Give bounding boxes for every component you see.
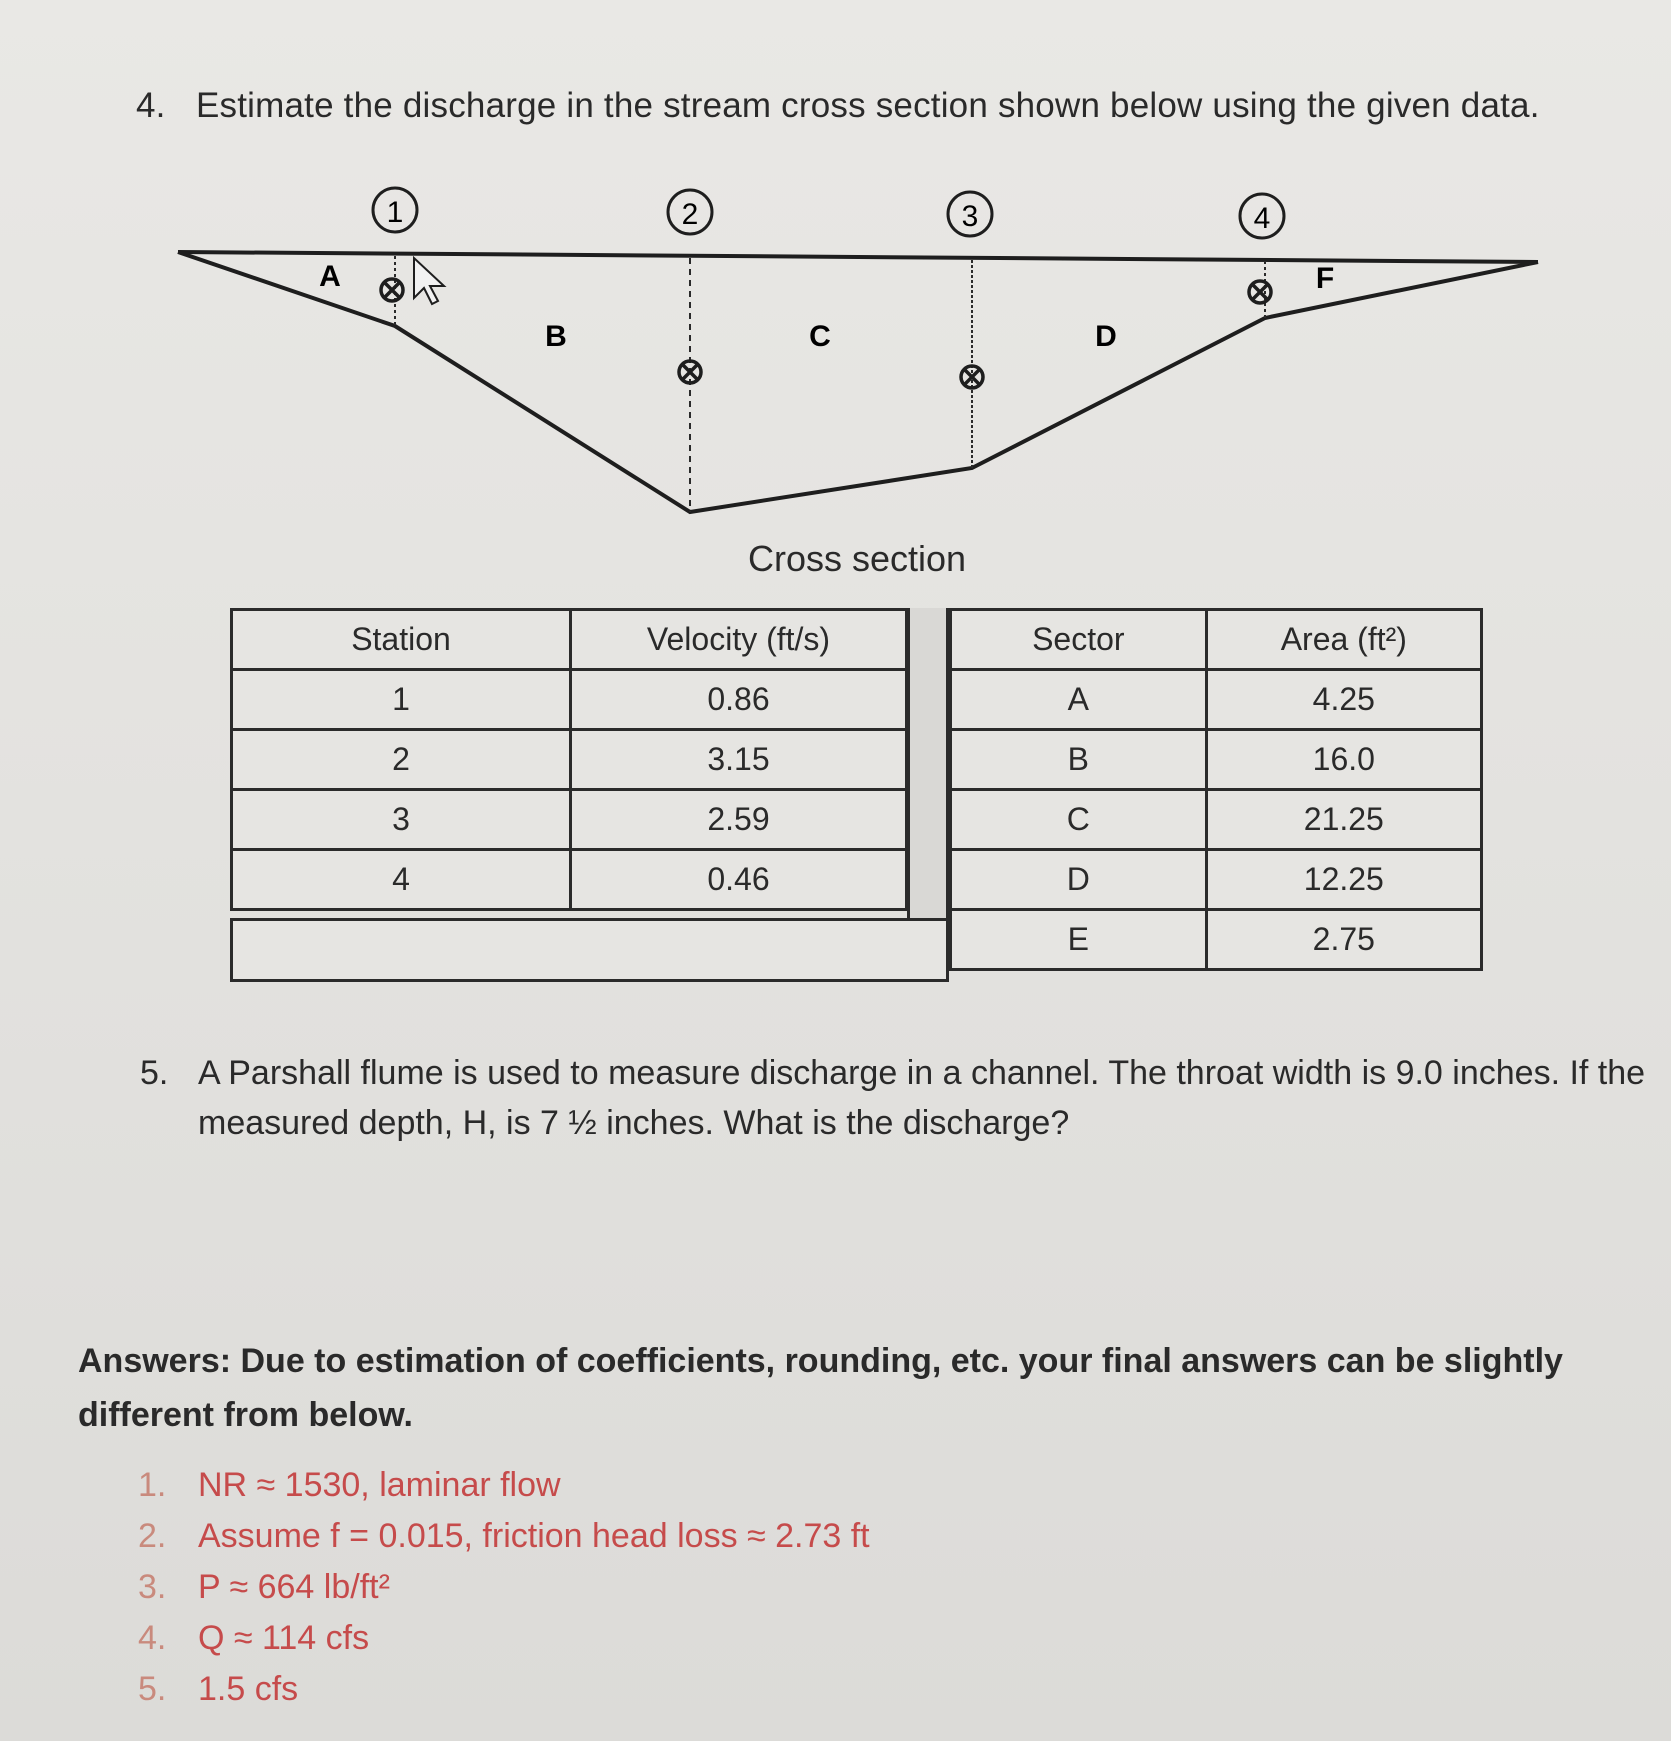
list-item-text: Assume f = 0.015, friction head loss ≈ 2.73 ft bbox=[198, 1517, 870, 1555]
question-number: 4. bbox=[136, 86, 166, 125]
measurement-point-icon bbox=[381, 279, 403, 301]
answers-heading: Answers: Due to estimation of coefficients, rounding, etc. your final answers can be slightly different from below. bbox=[78, 1342, 1563, 1434]
sector-label-b: B bbox=[545, 320, 567, 353]
list-item-text: Q ≈ 114 cfs bbox=[198, 1619, 370, 1657]
svg-text:2: 2 bbox=[681, 198, 699, 231]
table-cell: B bbox=[951, 730, 1207, 790]
sector-label-d: D bbox=[1095, 320, 1117, 353]
table-row bbox=[232, 790, 907, 850]
table-header: Velocity (ft/s) bbox=[571, 610, 907, 670]
list-item-text: P ≈ 664 lb/ft² bbox=[198, 1568, 390, 1606]
station-marker-3 bbox=[948, 192, 992, 236]
table-cell: 3.15 bbox=[571, 730, 907, 790]
cross-section-diagram bbox=[0, 0, 1671, 600]
station-marker-4 bbox=[1240, 194, 1284, 238]
table-cell: 21.25 bbox=[1206, 790, 1481, 850]
table-row bbox=[951, 730, 1482, 790]
area-table bbox=[949, 608, 1483, 971]
station-marker-2 bbox=[668, 190, 712, 234]
velocity-table bbox=[230, 608, 908, 911]
table-cell: 0.86 bbox=[571, 670, 907, 730]
cursor-arrow-icon bbox=[414, 258, 444, 304]
svg-text:4: 4 bbox=[1253, 202, 1271, 235]
list-item-text: NR ≈ 1530, laminar flow bbox=[198, 1466, 561, 1504]
empty-table-cell bbox=[230, 918, 949, 982]
table-row bbox=[951, 790, 1482, 850]
table-row bbox=[232, 730, 907, 790]
sector-label-a: A bbox=[319, 260, 341, 293]
list-item-text: 1.5 cfs bbox=[198, 1670, 299, 1708]
table-cell: 12.25 bbox=[1206, 850, 1481, 910]
table-header: Station bbox=[232, 610, 571, 670]
svg-text:3: 3 bbox=[961, 200, 979, 233]
station-marker-1 bbox=[373, 188, 417, 232]
table-cell: 3 bbox=[232, 790, 571, 850]
list-item-number: 1. bbox=[138, 1466, 167, 1504]
sector-label-f: F bbox=[1315, 262, 1335, 295]
table-cell: 2.59 bbox=[571, 790, 907, 850]
data-tables bbox=[230, 608, 1483, 988]
diagram-caption: Cross section bbox=[748, 538, 967, 579]
table-header-row bbox=[951, 610, 1482, 670]
table-cell: 1 bbox=[232, 670, 571, 730]
table-row bbox=[951, 670, 1482, 730]
measurement-point-icon bbox=[1249, 281, 1271, 303]
table-cell: 0.46 bbox=[571, 850, 907, 910]
table-row bbox=[951, 850, 1482, 910]
table-gap-column bbox=[907, 608, 949, 920]
svg-text:1: 1 bbox=[386, 196, 404, 229]
table-header: Area (ft²) bbox=[1206, 610, 1481, 670]
table-row bbox=[951, 910, 1482, 970]
table-cell: E bbox=[951, 910, 1207, 970]
table-cell: A bbox=[951, 670, 1207, 730]
table-cell: 2 bbox=[232, 730, 571, 790]
table-header: Sector bbox=[951, 610, 1207, 670]
measurement-point-icon bbox=[961, 366, 983, 388]
table-cell: 4 bbox=[232, 850, 571, 910]
list-item-number: 5. bbox=[138, 1670, 167, 1708]
question-text: A Parshall flume is used to measure discharge in a channel. The throat width is 9.0 inches. If the measured depth, H, is 7 ½ inches. What is the discharge? bbox=[198, 1054, 1646, 1142]
table-cell: 4.25 bbox=[1206, 670, 1481, 730]
question-number: 5. bbox=[140, 1054, 169, 1092]
question-text: Estimate the discharge in the stream cross section shown below using the given data. bbox=[196, 86, 1540, 125]
table-row bbox=[232, 670, 907, 730]
table-row bbox=[232, 850, 907, 910]
table-cell: 16.0 bbox=[1206, 730, 1481, 790]
list-item-number: 2. bbox=[138, 1517, 167, 1555]
table-cell: 2.75 bbox=[1206, 910, 1481, 970]
list-item-number: 3. bbox=[138, 1568, 167, 1606]
table-cell: D bbox=[951, 850, 1207, 910]
table-cell: C bbox=[951, 790, 1207, 850]
table-header-row bbox=[232, 610, 907, 670]
water-surface-line bbox=[178, 252, 1538, 262]
list-item-number: 4. bbox=[138, 1619, 167, 1657]
sector-label-c: C bbox=[809, 320, 831, 353]
